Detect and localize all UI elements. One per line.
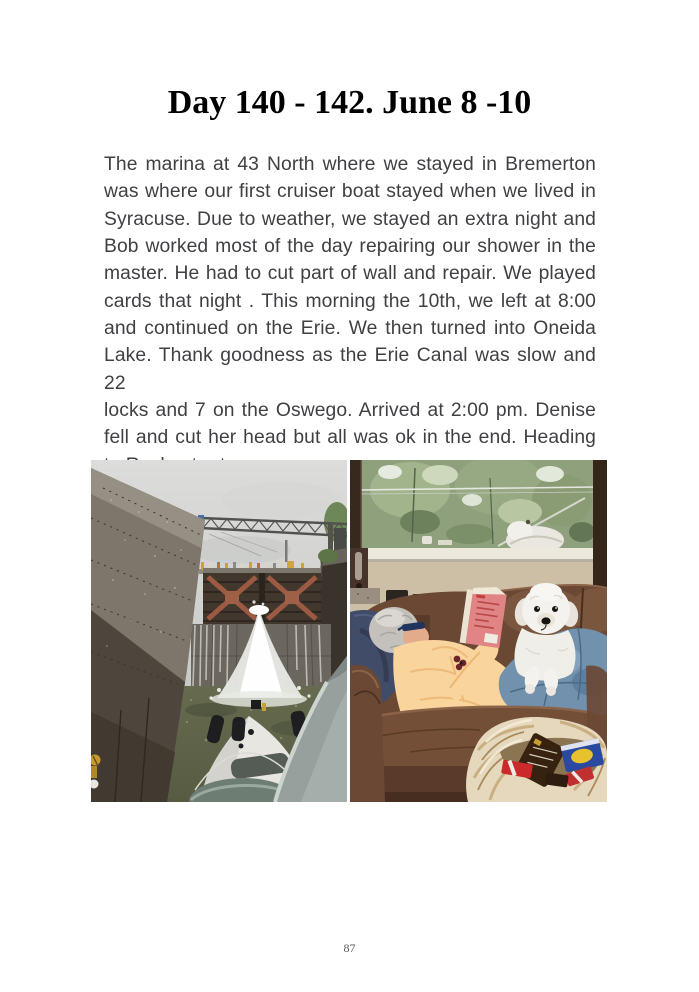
paragraph-line: locks and 7 on the Oswego. Arrived at 2:00 pm. Denise [104,400,596,422]
paragraph-line: and continued on the Erie. We then turned into Oneida [104,318,596,340]
photo-canal-lock [91,460,347,802]
paragraph-line: Bob worked most of the day repairing our shower in the [104,236,596,258]
page-title: Day 140 - 142. June 8 -10 [167,84,532,121]
paragraph-line: fell and cut her head but all was ok in the end. Heading [104,427,596,449]
paragraph-line: cards that night . This morning the 10th, we left at 8:00 [104,290,596,312]
photo-row [91,460,607,802]
paragraph-line: was where our first cruiser boat stayed when we lived in [104,181,596,203]
page-number: 87 [343,941,356,955]
photo-couch-dog [350,460,607,802]
paragraph-line: The marina at 43 North where we stayed in Bremerton [104,154,596,175]
paragraph-line: Syracuse. Due to weather, we stayed an extra night and [104,208,596,230]
paragraph-line: Lake. Thank goodness as the Erie Canal was slow and 22 [104,345,596,394]
paragraph-line: master. He had to cut part of wall and repair. We played [104,263,596,285]
body-paragraph [104,151,596,479]
